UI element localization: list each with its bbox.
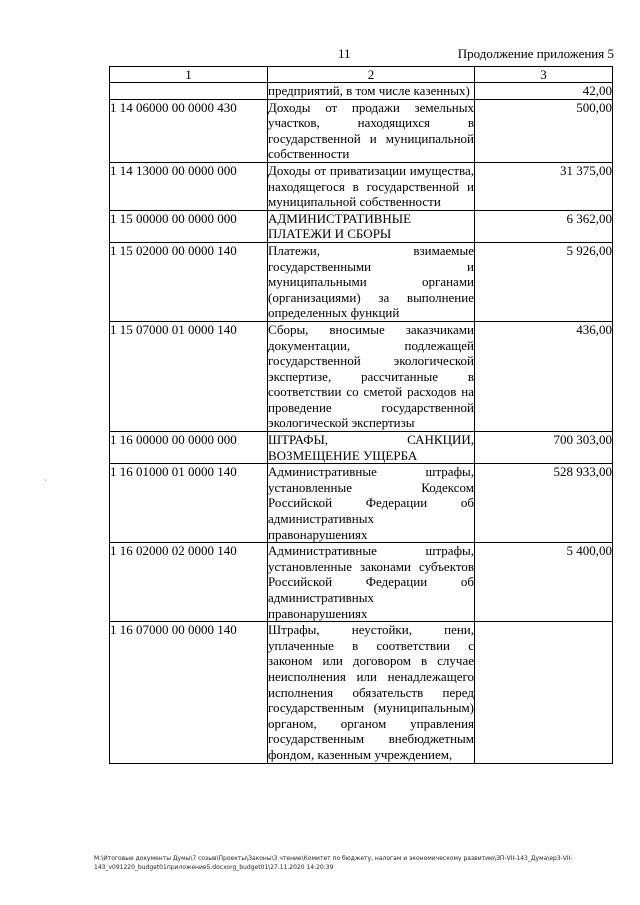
column-number-2: 2 [268,67,475,83]
table-row [110,99,613,162]
amount: 6 362,00 [475,210,613,242]
amount: 700 303,00 [475,432,613,464]
amount: 5 400,00 [475,543,613,622]
budget-code [110,83,268,100]
budget-table [109,66,613,764]
table-row [110,464,613,543]
column-number-row [110,67,613,83]
budget-code: 1 16 00000 00 0000 000 [110,432,268,464]
column-number-1: 1 [110,67,268,83]
scan-mark: ` [44,478,47,488]
page-number: 11 [338,46,351,61]
table-row [110,321,613,431]
income-name: ШТРАФЫ, САНКЦИИ, ВОЗМЕЩЕНИЕ УЩЕРБА [268,432,474,463]
budget-code: 1 14 13000 00 0000 000 [110,162,268,210]
file-path-footer [94,854,614,872]
file-path-line-2: 143_v091220_budget01приложение5.docxorg_budget01\27.11.2020 14:20:39 [94,864,334,871]
amount: 528 933,00 [475,464,613,543]
budget-code: 1 16 01000 01 0000 140 [110,464,268,543]
budget-code: 1 16 02000 02 0000 140 [110,543,268,622]
file-path-line-1: М:\Итоговые документы Думы\7 созыв\Проекты\Законы\3 чтение\Комитет по бюджету, налогам и экономическому развитию\ЗП-VII-143_Дума\ер3-VII- [94,855,573,862]
income-name: Административные штрафы, установленные Кодексом Российской Федерации об административных правонарушениях [268,464,474,542]
income-name: Штрафы, неустойки, пени, уплаченные в соответствии с законом или договором в случае неисполнения или ненадлежащего исполнения обязательств перед государственным (муниципальным) органом, органом управления государственным внебюджетным фондом, казенным учреждением, [268,622,474,762]
table-row [110,162,613,210]
table-row [110,210,613,242]
income-name: АДМИНИСТРАТИВНЫЕ ПЛАТЕЖИ И СБОРЫ [268,210,475,242]
table-row [110,242,613,321]
income-name: Платежи, взимаемые государственными и муниципальными органами (организациями) за выполнение определенных функций [268,242,474,321]
budget-code: 1 15 00000 00 0000 000 [110,210,268,242]
table-row [110,432,613,464]
continuation-caption: Продолжение приложения 5 [457,46,614,61]
table-row [110,83,613,100]
income-name: Доходы от продажи земельных участков, находящихся в государственной и муниципальной собственности [268,99,474,162]
budget-code: 1 15 07000 01 0000 140 [110,321,268,431]
amount: 31 375,00 [475,162,613,210]
amount: 500,00 [475,99,613,162]
budget-code: 1 15 02000 00 0000 140 [110,242,268,321]
income-name: предприятий, в том числе казенных) [268,83,475,100]
income-name: Доходы от приватизации имущества, находящегося в государственной и муниципальной собственности [268,162,474,210]
amount: 42,00 [475,83,613,100]
budget-code: 1 16 07000 00 0000 140 [110,622,268,763]
income-name: Административные штрафы, установленные законами субъектов Российской Федерации об административных правонарушениях [268,543,474,621]
table-row [110,543,613,622]
table-row [110,622,613,763]
amount: 5 926,00 [475,242,613,321]
income-name: Сборы, вносимые заказчиками документации, подлежащей государственной экологической экспертизе, рассчитанные в соответствии со сметой расходов на проведение государственной экологической экспертизы [268,321,474,431]
amount: 436,00 [475,321,613,431]
column-number-3: 3 [475,67,613,83]
budget-code: 1 14 06000 00 0000 430 [110,99,268,162]
amount [475,622,613,763]
